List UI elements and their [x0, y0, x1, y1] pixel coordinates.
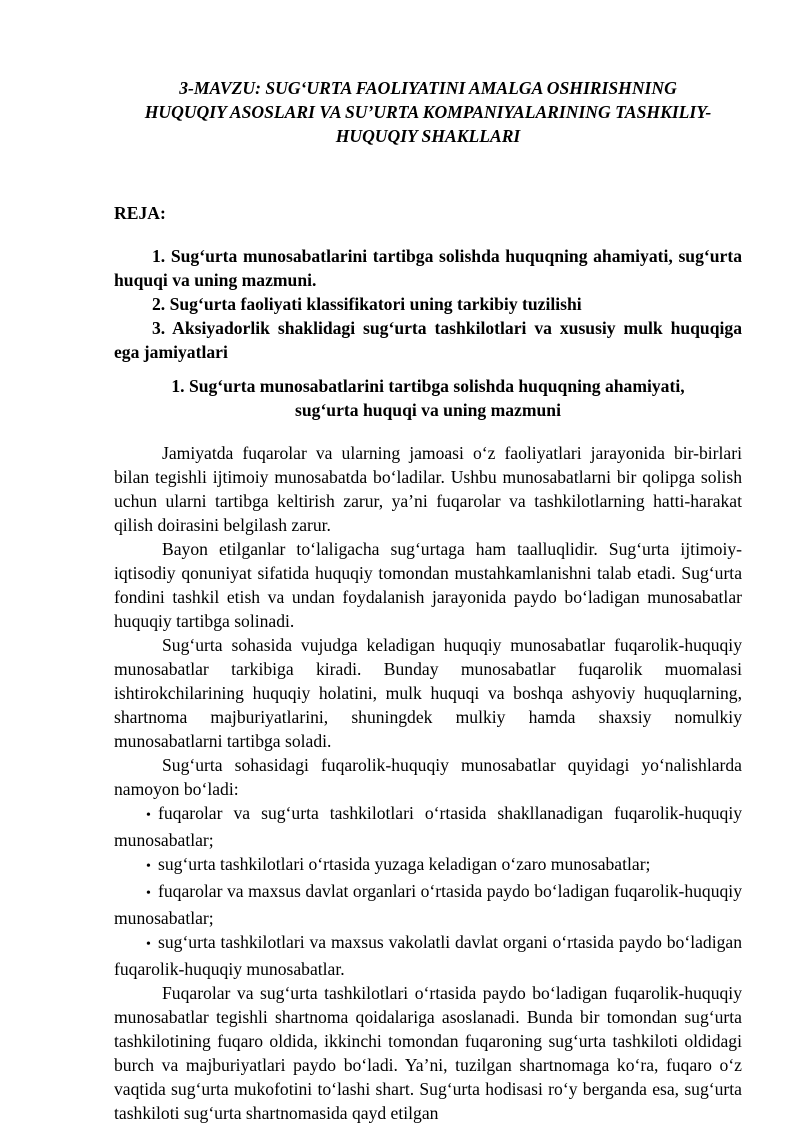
bullet-icon: • [146, 886, 151, 901]
bullet-icon: • [146, 808, 151, 823]
bullet-text: fuqarolar va maxsus davlat organlari o‘rtasida paydo bo‘ladigan fuqarolik-huquqiy munosabatlar; [114, 881, 742, 928]
bullet-item [114, 879, 742, 930]
bullet-item [114, 801, 742, 852]
paragraph: Sug‘urta sohasidagi fuqarolik-huquqiy munosabatlar quyidagi yo‘nalishlarda namoyon bo‘ladi: [114, 755, 742, 799]
section-heading-line: sug‘urta huquqi va uning mazmuni [295, 400, 561, 420]
title-line: HUQUQIY SHAKLLARI [335, 126, 521, 146]
paragraph: Sug‘urta sohasida vujudga keladigan huquqiy munosabatlar fuqarolik-huquqiy munosabatlar tarkibiga kiradi. Bunday munosabatlar fuqarolik muomalasi ishtirokchilarining huquqiy holatini, mulk huquqi va boshqa ashyoviy huquqlarning, shartnoma majburiyatlarini, shuningdek mulkiy hamda shaxsiy nomulkiy munosabatlarni tartibga soladi. [114, 635, 742, 751]
plan-item: 1. Sug‘urta munosabatlarini tartibga solishda huquqning ahamiyati, sug‘urta huquqi va uning mazmuni. [114, 246, 742, 290]
bullet-text: fuqarolar va sug‘urta tashkilotlari o‘rtasida shakllanadigan fuqarolik-huquqiy munosabatlar; [114, 803, 742, 850]
bullet-item [114, 930, 742, 981]
plan-label: REJA: [114, 203, 166, 223]
bullet-text: sug‘urta tashkilotlari o‘rtasida yuzaga keladigan o‘zaro munosabatlar; [158, 854, 651, 874]
document-title [114, 76, 742, 148]
paragraph: Fuqarolar va sug‘urta tashkilotlari o‘rtasida paydo bo‘ladigan fuqarolik-huquqiy munosabatlar tegishli shartnoma qoidalariga asoslanadi. Bunda bir tomondan sug‘urta tashkilotining fuqaro oldida, ikkinchi tomondan fuqaroning sug‘urta tashkiloti oldidagi burch va majburiyatlari paydo bo‘ladi. Ya’ni, tuzilgan shartnomaga ko‘ra, fuqaro o‘z vaqtida sug‘urta mukofotini to‘lashi shart. Sug‘urta hodisasi ro‘y berganda esa, sug‘urta tashkiloti sug‘urta shartnomasida qayd etilgan [114, 983, 742, 1123]
section-heading [114, 374, 742, 422]
paragraph: Bayon etilganlar to‘laligacha sug‘urtaga ham taalluqlidir. Sug‘urta ijtimoiy-iqtisodiy qonuniyat sifatida huquqiy tomondan mustahkamlanishni talab etadi. Sug‘urta fondini tashkil etish va undan foydalanish jarayonida paydo bo‘ladigan munosabatlar huquqiy tartibga solinadi. [114, 539, 742, 631]
body-text [114, 441, 742, 1125]
bullet-icon: • [146, 859, 151, 874]
plan-item: 3. Aksiyadorlik shaklidagi sug‘urta tashkilotlari va xususiy mulk huquqiga ega jamiyatlari [114, 318, 742, 362]
paragraph: Jamiyatda fuqarolar va ularning jamoasi o‘z faoliyatlari jarayonida bir-birlari bilan tegishli ijtimoiy munosabatda bo‘ladilar. Ushbu munosabatlarni bir qolipga solish uchun ularni tartibga keltirish zarur, ya’ni fuqarolar va tashkilotlarning hatti-harakat qilish doirasini belgilash zarur. [114, 443, 742, 535]
bullet-icon: • [146, 937, 151, 952]
title-line: HUQUQIY ASOSLARI VA SU’URTA KOMPANIYALARINING TASHKILIY- [144, 102, 712, 122]
plan-list [114, 244, 742, 364]
plan-item: 2. Sug‘urta faoliyati klassifikatori uning tarkibiy tuzilishi [152, 294, 582, 314]
section-heading-line: 1. Sug‘urta munosabatlarini tartibga solishda huquqning ahamiyati, [171, 376, 685, 396]
bullet-item [114, 852, 742, 879]
title-line: 3-MAVZU: SUG‘URTA FAOLIYATINI AMALGA OSHIRISHNING [179, 78, 677, 98]
bullet-text: sug‘urta tashkilotlari va maxsus vakolatli davlat organi o‘rtasida paydo bo‘ladigan fuqarolik-huquqiy munosabatlar. [114, 932, 742, 979]
